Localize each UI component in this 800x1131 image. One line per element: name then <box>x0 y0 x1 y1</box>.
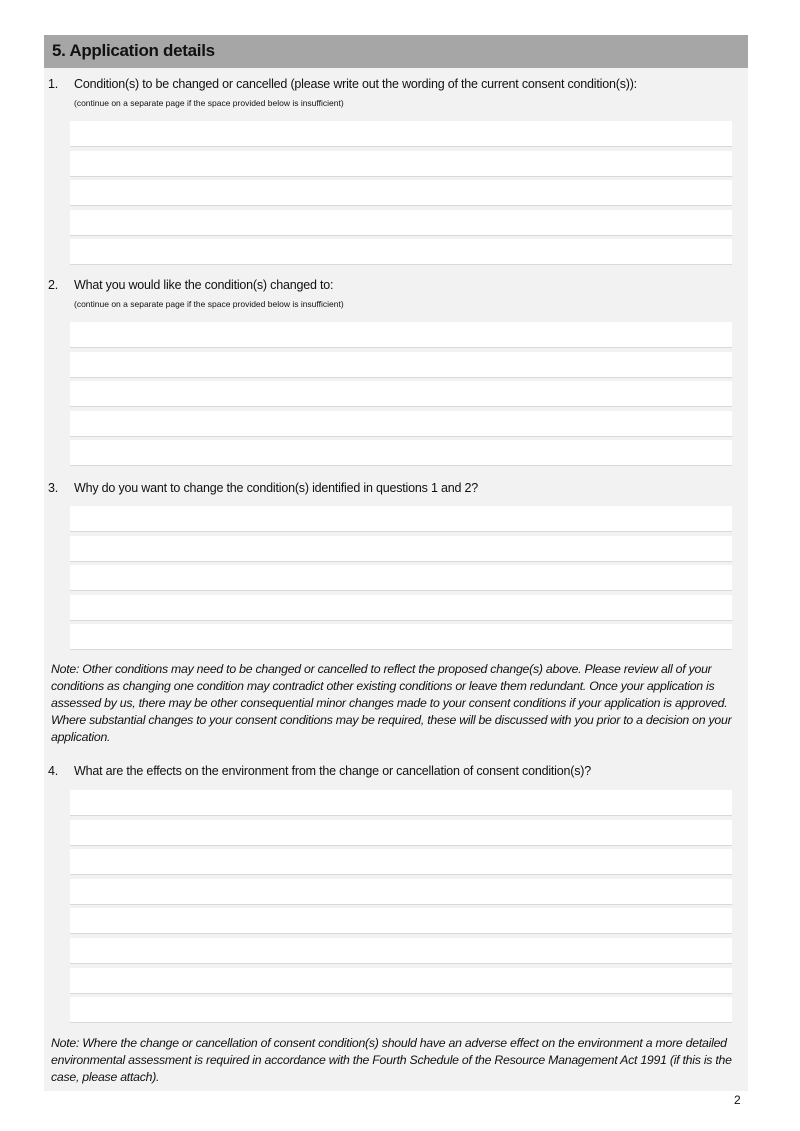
answer-2-line-2[interactable] <box>70 352 732 378</box>
answer-4-line-1[interactable] <box>70 790 732 816</box>
question-number: 4. <box>48 764 59 778</box>
answer-1-line-1[interactable] <box>70 121 732 147</box>
question-number: 1. <box>48 77 59 91</box>
answer-3-line-1[interactable] <box>70 506 732 532</box>
question-text: What you would like the condition(s) changed to: <box>74 278 334 292</box>
question-text: What are the effects on the environment from the change or cancellation of consent condition(s)? <box>74 764 591 778</box>
answer-4-line-2[interactable] <box>70 820 732 846</box>
section-header <box>44 35 748 68</box>
section-title: 5. Application details <box>52 41 215 60</box>
answer-4-line-3[interactable] <box>70 849 732 875</box>
answer-4-line-8[interactable] <box>70 997 732 1023</box>
answer-1-line-4[interactable] <box>70 210 732 236</box>
answer-3-line-2[interactable] <box>70 536 732 562</box>
page-number: 2 <box>734 1093 741 1107</box>
question-number: 3. <box>48 481 59 495</box>
question-2 <box>48 278 333 292</box>
answer-3-line-5[interactable] <box>70 624 732 650</box>
answer-2-line-5[interactable] <box>70 440 732 466</box>
question-1-subtext: (continue on a separate page if the space provided below is insufficient) <box>74 98 344 108</box>
question-number: 2. <box>48 278 59 292</box>
answer-2-line-4[interactable] <box>70 411 732 437</box>
question-1 <box>48 77 637 91</box>
question-text: Why do you want to change the condition(s) identified in questions 1 and 2? <box>74 481 479 495</box>
answer-3-line-3[interactable] <box>70 565 732 591</box>
note-environment: Note: Where the change or cancellation of consent condition(s) should have an adverse effect on the environment a more detailed environmental assessment is required in accordance with the Fourth Schedule of the Resource Management Act 1991 (if this is the case, please attach). <box>51 1036 732 1084</box>
answer-1-line-3[interactable] <box>70 180 732 206</box>
answer-4-line-7[interactable] <box>70 968 732 994</box>
answer-1-line-2[interactable] <box>70 151 732 177</box>
answer-4-line-6[interactable] <box>70 938 732 964</box>
answer-4-line-5[interactable] <box>70 908 732 934</box>
answer-2-line-1[interactable] <box>70 322 732 348</box>
question-3 <box>48 481 478 495</box>
answer-2-line-3[interactable] <box>70 381 732 407</box>
answer-3-line-4[interactable] <box>70 595 732 621</box>
answer-4-line-4[interactable] <box>70 879 732 905</box>
question-4 <box>48 764 591 778</box>
note-conditions: Note: Other conditions may need to be changed or cancelled to reflect the proposed change(s) above. Please review all of your conditions as changing one condition may contradict other existing conditions or leave them redundant. Once your application is assessed by us, there may be other consequential minor changes made to your consent conditions if your application is approved. Where substantial changes to your consent conditions may be required, these will be discussed with you prior to a decision on your application. <box>51 662 732 744</box>
question-text: Condition(s) to be changed or cancelled (please write out the wording of the current consent condition(s)): <box>74 77 637 91</box>
answer-1-line-5[interactable] <box>70 239 732 265</box>
question-2-subtext: (continue on a separate page if the space provided below is insufficient) <box>74 299 344 309</box>
